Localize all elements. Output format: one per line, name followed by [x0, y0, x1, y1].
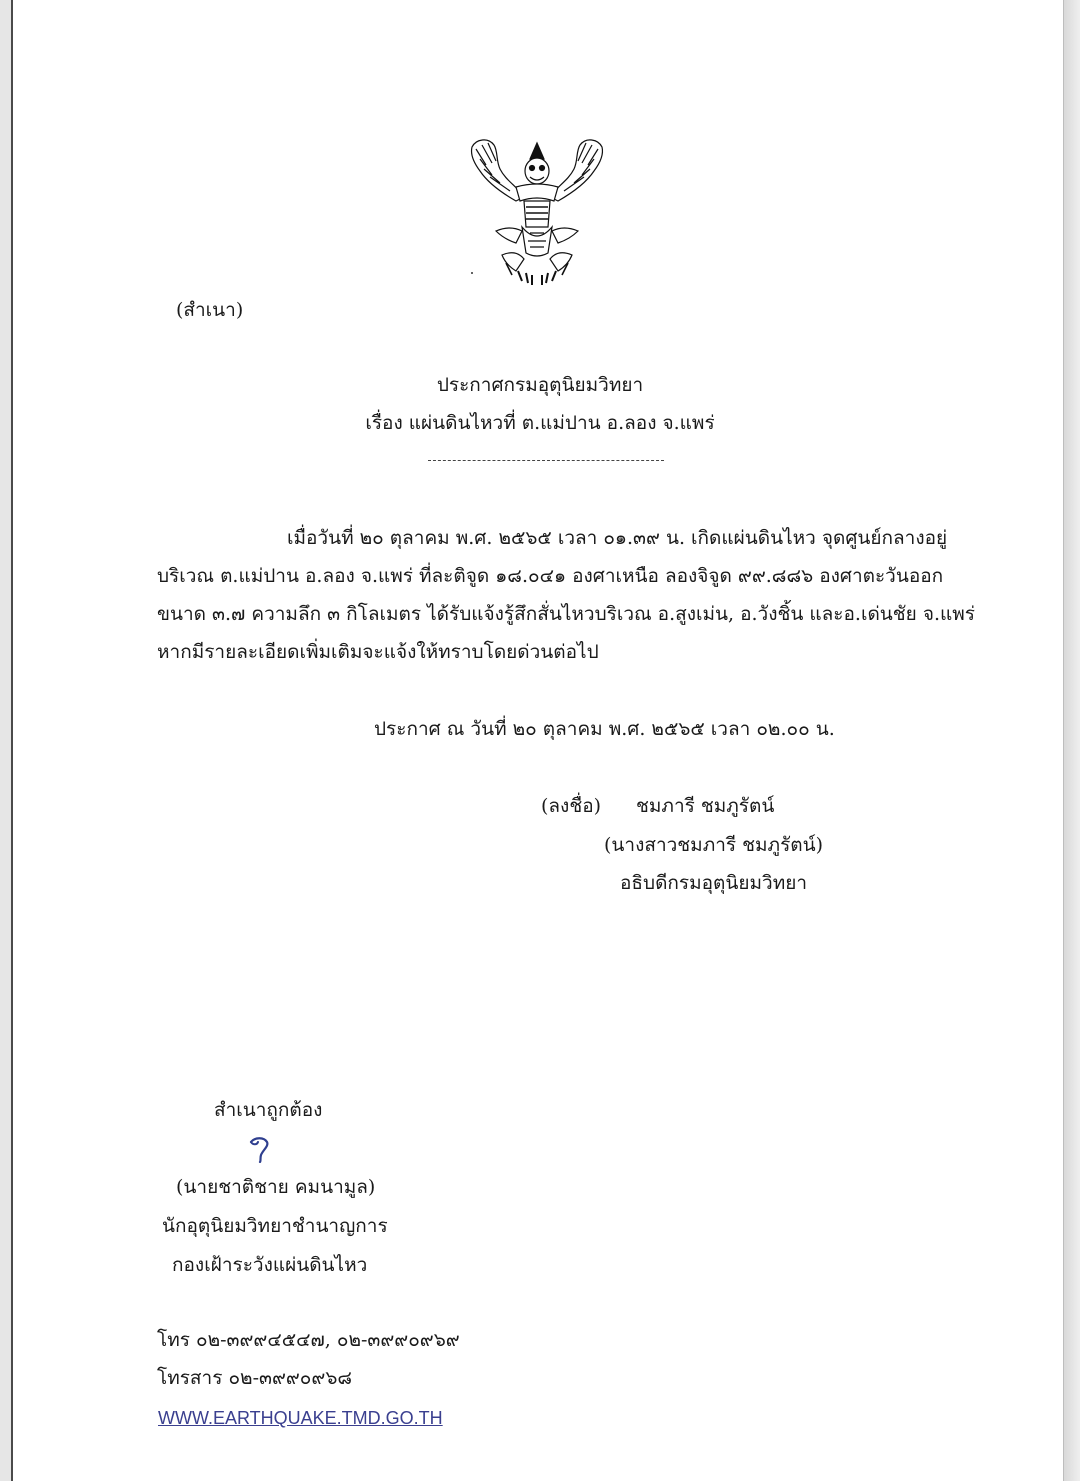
body-line: ขนาด ๓.๗ ความลึก ๓ กิโลเมตร ได้รับแจ้งรู้สึกสั่นไหวบริเวณ อ.สูงเม่น, อ.วังชิ้น และอ.เด่นชัย จ.แพร่ — [157, 603, 975, 625]
body-line: เมื่อวันที่ ๒๐ ตุลาคม พ.ศ. ๒๕๖๕ เวลา ๐๑.๓๙ น. เกิดแผ่นดินไหว จุดศูนย์กลางอยู่ — [287, 527, 948, 549]
contact-fax: โทรสาร ๐๒-๓๙๙๐๙๖๘ — [157, 1367, 353, 1389]
website-link[interactable]: WWW.EARTHQUAKE.TMD.GO.TH — [158, 1408, 443, 1428]
signatory-full-name: (นางสาวชมภารี ชมภูรัตน์) — [604, 834, 824, 856]
body-line: บริเวณ ต.แม่ปาน อ.ลอง จ.แพร่ ที่ละติจูด ๑๘.๐๔๑ องศาเหนือ ลองจิจูด ๙๙.๘๘๖ องศาตะวันออก — [157, 565, 944, 587]
signed-label: (ลงชื่อ) — [541, 795, 602, 817]
page-frame-right — [1064, 0, 1080, 1481]
signatory-title: อธิบดีกรมอุตุนิยมวิทยา — [620, 872, 808, 894]
certifier-division: กองเฝ้าระวังแผ่นดินไหว — [172, 1254, 368, 1276]
copy-label: (สำเนา) — [176, 299, 244, 321]
certifier-position: นักอุตุนิยมวิทยาชำนาญการ — [162, 1215, 388, 1237]
page-frame-left-edge — [11, 0, 13, 1481]
body-line: หากมีรายละเอียดเพิ่มเติมจะแจ้งให้ทราบโดยด่วนต่อไป — [157, 641, 599, 663]
garuda-emblem-icon — [466, 135, 608, 287]
certifier-name: (นายชาติชาย คมนามูล) — [176, 1176, 376, 1198]
announcement-subject: เรื่อง แผ่นดินไหวที่ ต.แม่ปาน อ.ลอง จ.แพร่ — [365, 412, 715, 434]
page-frame-right-edge — [1063, 0, 1064, 1481]
handwritten-initial-icon — [248, 1133, 272, 1163]
page-frame-left — [0, 0, 11, 1481]
certified-copy-label: สำเนาถูกต้อง — [214, 1099, 323, 1121]
announcement-heading: ประกาศกรมอุตุนิยมวิทยา — [436, 374, 644, 396]
announcement-body — [157, 519, 975, 671]
announcement-date: ประกาศ ณ วันที่ ๒๐ ตุลาคม พ.ศ. ๒๕๖๕ เวลา ๐๒.๐๐ น. — [374, 718, 835, 740]
heading-separator — [428, 460, 664, 461]
contact-telephone: โทร ๐๒-๓๙๙๔๕๔๗, ๐๒-๓๙๙๐๙๖๙ — [157, 1329, 460, 1351]
signed-name: ชมภารี ชมภูรัตน์ — [636, 795, 775, 817]
